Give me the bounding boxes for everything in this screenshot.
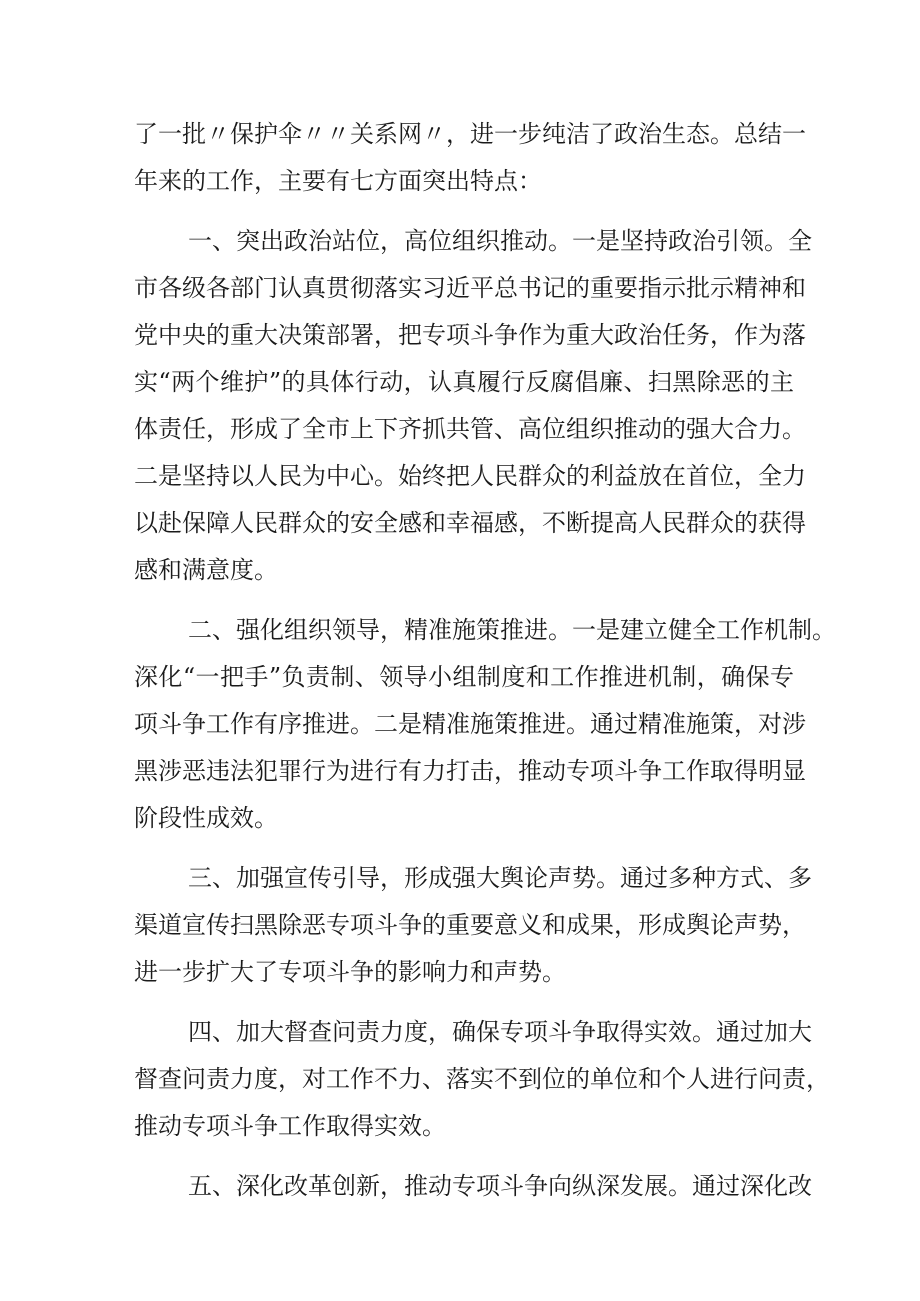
text-line: 市各级各部门认真贯彻落实习近平总书记的重要指示批示精神和 bbox=[134, 274, 806, 302]
text-line: 推动专项斗争工作取得实效。 bbox=[134, 1112, 446, 1140]
text-line: 实“两个维护”的具体行动，认真履行反腐倡廉、扫黑除恶的主 bbox=[134, 368, 794, 396]
text-line: 督查问责力度，对工作不力、落实不到位的单位和个人进行问责， bbox=[134, 1065, 830, 1093]
text-line: 黑涉恶违法犯罪行为进行有力打击，推动专项斗争工作取得明显 bbox=[134, 757, 806, 785]
text-line: 了一批〃保护伞〃〃关系网〃，进一步纯洁了政治生态。总结一 bbox=[134, 120, 806, 148]
text-line: 二是坚持以人民为中心。始终把人民群众的利益放在首位，全力 bbox=[134, 462, 806, 490]
text-line: 以赴保障人民群众的安全感和幸福感，不断提高人民群众的获得 bbox=[134, 509, 806, 537]
text-line: 深化“一把手”负责制、领导小组制度和工作推进机制，确保专 bbox=[134, 663, 794, 691]
paragraph-heading-line: 三、加强宣传引导，形成强大舆论声势。通过多种方式、多 bbox=[188, 864, 812, 892]
document-body bbox=[134, 111, 836, 1210]
text-line: 渠道宣传扫黑除恶专项斗争的重要意义和成果，形成舆论声势， bbox=[134, 911, 806, 939]
paragraph-heading-line: 五、深化改革创新，推动专项斗争向纵深发展。通过深化改 bbox=[188, 1172, 812, 1200]
paragraph-heading-line: 二、强化组织领导，精准施策推进。一是建立健全工作机制。 bbox=[188, 616, 836, 644]
text-line: 体责任，形成了全市上下齐抓共管、高位组织推动的强大合力。 bbox=[134, 415, 806, 443]
text-line: 阶段性成效。 bbox=[134, 804, 278, 832]
text-line: 年来的工作，主要有七方面突出特点： bbox=[134, 167, 542, 195]
text-line: 进一步扩大了专项斗争的影响力和声势。 bbox=[134, 958, 566, 986]
text-line: 感和满意度。 bbox=[134, 556, 278, 584]
text-line: 党中央的重大决策部署，把专项斗争作为重大政治任务，作为落 bbox=[134, 321, 806, 349]
paragraph-heading-line: 四、加大督查问责力度，确保专项斗争取得实效。通过加大 bbox=[188, 1018, 812, 1046]
text-line: 项斗争工作有序推进。二是精准施策推进。通过精准施策，对涉 bbox=[134, 710, 806, 738]
paragraph-heading-line: 一、突出政治站位，高位组织推动。一是坚持政治引领。全 bbox=[188, 227, 812, 255]
